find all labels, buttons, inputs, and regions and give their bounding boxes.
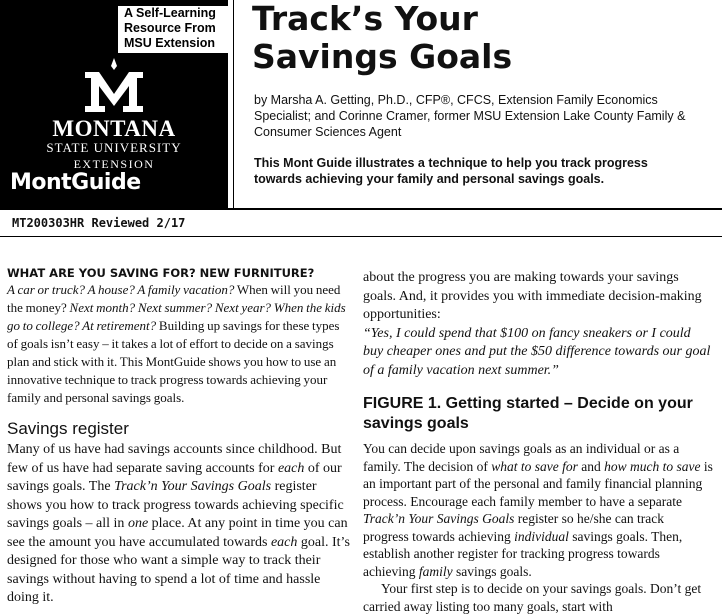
logo-subtitle: STATE UNIVERSITY — [46, 140, 182, 155]
text-run: register so he/she can track progress towards achieving — [363, 511, 664, 544]
text-run: savings goals. — [452, 563, 532, 579]
text-italic: how much to save — [604, 458, 701, 474]
logo-extension: EXTENSION — [73, 157, 155, 171]
page-title — [252, 0, 512, 76]
lead-paragraph — [7, 281, 352, 407]
body-paragraph — [7, 441, 352, 608]
text-run: of our savings goals. The — [7, 460, 342, 494]
text-run: goal. It’s designed for those who want a simple way to track their savings without having to spend a lot of time and hassle doing it. — [7, 534, 350, 605]
title-line: Track’s Your — [252, 0, 478, 38]
text-italic: individual — [514, 528, 569, 544]
left-column — [7, 266, 352, 608]
text-italic: each — [270, 534, 298, 550]
summary: This Mont Guide illustrates a technique to help you track progress towards achieving your family and personal savings goals. — [254, 156, 648, 186]
text-run: Many of us have had savings accounts since childhood. But few of us have had separate saving accounts for — [7, 442, 342, 476]
text-run: You can decide upon savings goals as an individual or as a family. The decision of — [363, 441, 680, 474]
lead-text: When will you need the money? — [7, 282, 341, 315]
text-run: is an important part of the personal and family financial planning process. Encourage each family member to have a separate — [363, 458, 713, 509]
logo-name: MONTANA — [52, 116, 176, 141]
msu-logo — [0, 56, 228, 171]
section-heading: Savings register — [7, 419, 129, 438]
header-rule-bottom — [0, 236, 722, 237]
text-italic: each — [277, 460, 305, 476]
tagline-line: MSU Extension — [124, 36, 215, 50]
lead-italic: Next month? Next summer? Next year? When the kids go to college? At retirement? — [7, 300, 346, 333]
montguide-brand: MontGuide — [10, 170, 141, 195]
header-rule — [0, 208, 722, 210]
text-run: register shows you how to track progress towards achieving specific savings goals – all in — [7, 479, 344, 531]
title-line: Savings Goals — [252, 37, 513, 76]
body-paragraph: Your first step is to decide on your savings goals. Don’t get carried away listing too many goals, start with — [363, 581, 702, 614]
lead-heading: WHAT ARE YOU SAVING FOR? NEW FURNITURE? — [7, 266, 315, 280]
tagline-line: Resource From — [124, 21, 216, 35]
text-italic: one — [127, 516, 149, 531]
figure-heading: FIGURE 1. Getting started – Decide on your savings goals — [363, 395, 693, 432]
text-run: savings goals. Then, establish another register for tracking progress towards achieving — [363, 528, 683, 579]
body-paragraph: about the progress you are making towards your savings goals. And, it provides you with immediate decision-making opportunities: — [363, 270, 702, 322]
quote: “Yes, I could spend that $100 on fancy sneakers or I could buy cheaper ones and put the $50 difference towards our goal of a family vacation next summer.” — [363, 325, 711, 378]
text-italic: family — [418, 563, 453, 579]
tagline — [118, 6, 234, 53]
lead-italic: A car or truck? A house? A family vacation? — [7, 282, 235, 297]
msu-m-icon — [79, 56, 149, 116]
right-column — [363, 269, 713, 615]
body-paragraph — [363, 440, 713, 580]
lead-text: Building up savings for these types of goals isn’t easy – it takes a lot of effort to decide on a savings plan and stick with it. This MontGuide shows you how to use an innovative technique to track progress towards achieving your family and personal savings goals. — [7, 318, 340, 405]
tagline-line: A Self-Learning — [124, 6, 216, 20]
text-run: place. At any point in time you can see the amount you have accumulated towards — [7, 516, 348, 550]
publication-code: MT200303HR Reviewed 2/17 — [12, 216, 186, 230]
text-run: and — [577, 458, 605, 474]
authors: by Marsha A. Getting, Ph.D., CFP®, CFCS, Extension Family Economics Specialist; and Corinne Cramer, former MSU Extension Lake County Family & Consumer Sciences Agent — [254, 93, 686, 139]
text-italic: what to save for — [491, 458, 578, 474]
header-divider — [233, 0, 234, 208]
text-italic: Track’n Your Savings Goals — [363, 511, 515, 526]
text-italic: Track’n Your Savings Goals — [114, 479, 272, 494]
